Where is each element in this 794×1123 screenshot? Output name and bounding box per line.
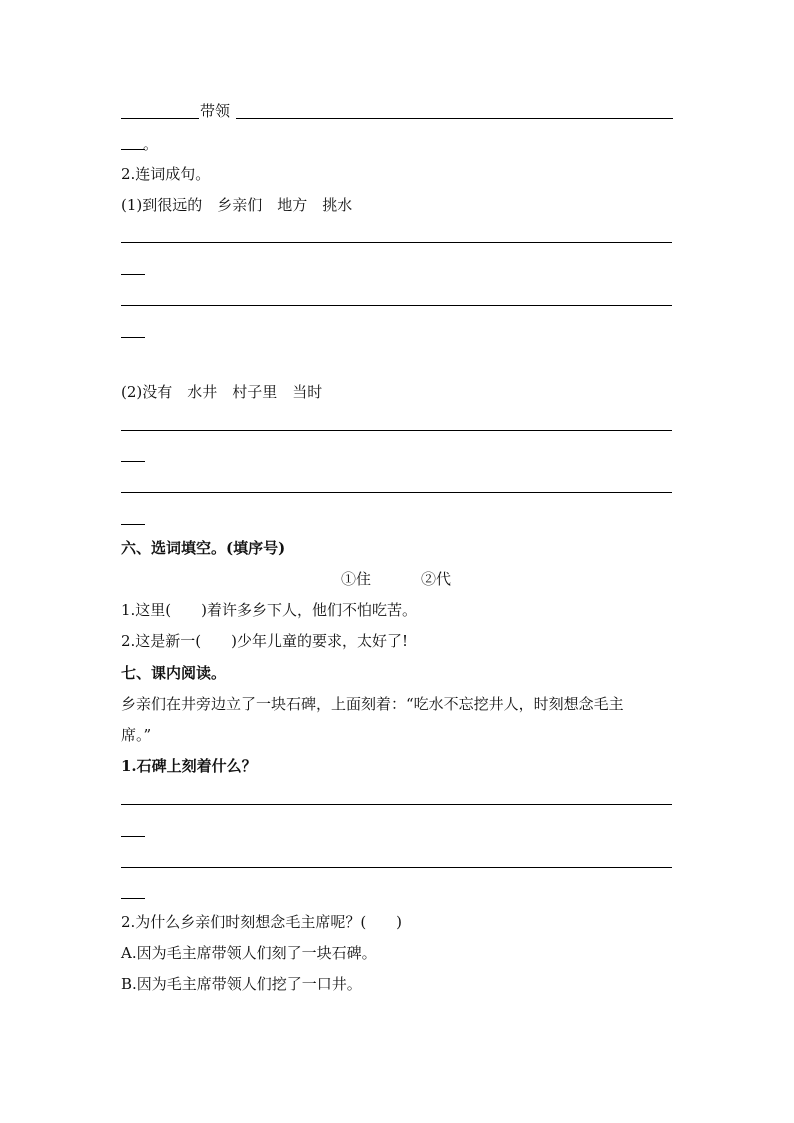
option-2: ②代 xyxy=(421,570,452,588)
fill-tail-text: 。 xyxy=(143,135,159,153)
answer-line-short[interactable] xyxy=(121,898,145,899)
answer-line[interactable] xyxy=(121,305,672,306)
answer-line-short[interactable] xyxy=(121,461,145,462)
answer-line[interactable] xyxy=(121,867,672,868)
section6-q2: 2.这是新一( )少年儿童的要求，太好了! xyxy=(121,632,409,650)
answer-line-short[interactable] xyxy=(121,524,145,525)
section7-q2: 2.为什么乡亲们时刻想念毛主席呢？( ) xyxy=(121,913,403,931)
answer-line-blank-2[interactable] xyxy=(236,118,673,119)
section6-q1: 1.这里( )着许多乡下人，他们不怕吃苦。 xyxy=(121,601,418,619)
section7-q1: 1.石碑上刻着什么？ xyxy=(121,757,257,775)
section6-title: 六、选词填空。(填序号) xyxy=(121,539,286,557)
answer-line[interactable] xyxy=(121,242,672,243)
answer-line[interactable] xyxy=(121,804,672,805)
option-b[interactable]: B.因为毛主席带领人们挖了一口井。 xyxy=(121,975,362,993)
answer-line-short[interactable] xyxy=(121,337,145,338)
fill-middle-text: 带领 xyxy=(200,102,231,120)
answer-line-blank-1[interactable] xyxy=(121,118,199,119)
passage-line-1: 乡亲们在井旁边立了一块石碑，上面刻着：“吃水不忘挖井人，时刻想念毛主 xyxy=(121,695,624,713)
section7-title: 七、课内阅读。 xyxy=(121,664,227,682)
answer-line[interactable] xyxy=(121,492,672,493)
answer-line-short[interactable] xyxy=(121,836,145,837)
q2-item2: (2)没有 水井 村子里 当时 xyxy=(121,383,323,401)
answer-line[interactable] xyxy=(121,430,672,431)
passage-line-2: 席。” xyxy=(121,726,152,744)
option-a[interactable]: A.因为毛主席带领人们刻了一块石碑。 xyxy=(121,944,377,962)
option-1: ①住 xyxy=(341,570,372,588)
answer-line-short[interactable] xyxy=(121,274,145,275)
answer-line-short[interactable] xyxy=(121,149,145,150)
q2-title: 2.连词成句。 xyxy=(121,165,211,183)
q2-item1: (1)到很远的 乡亲们 地方 挑水 xyxy=(121,196,353,214)
